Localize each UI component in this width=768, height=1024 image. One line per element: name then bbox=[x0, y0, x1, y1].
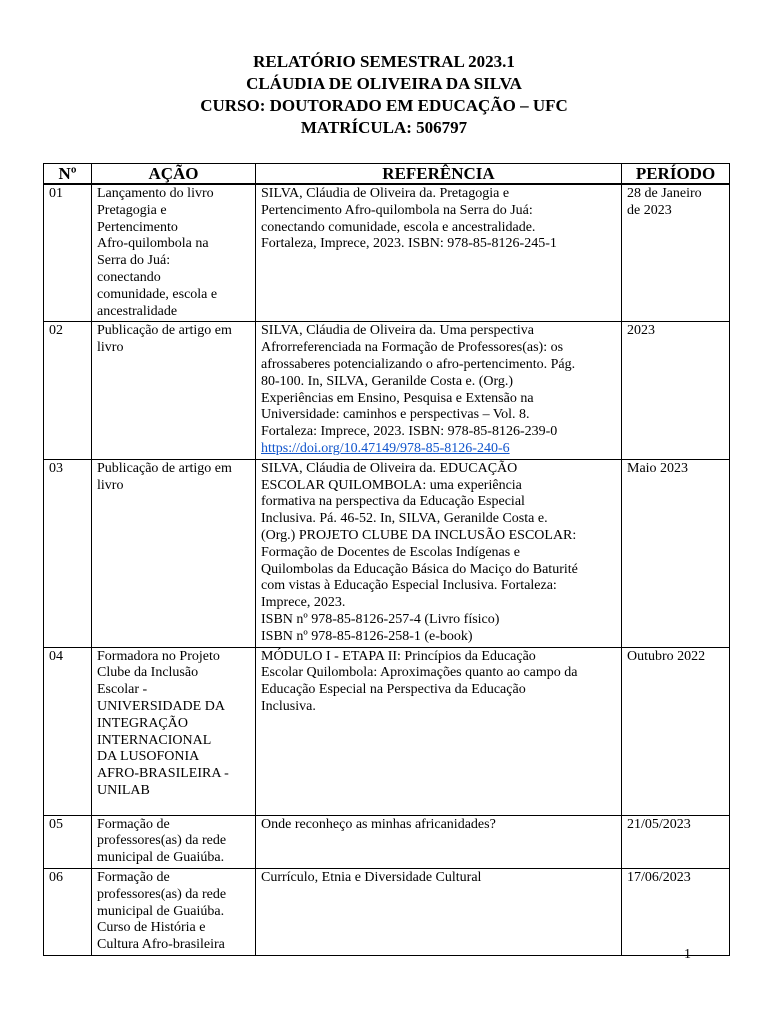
period-line: Outubro 2022 bbox=[627, 648, 706, 664]
reference-line: Fortaleza: Imprece, 2023. ISBN: 978-85-8126-239-0 bbox=[261, 424, 558, 440]
reference-line: Pertencimento Afro-quilombola na Serra do Juá: bbox=[261, 202, 533, 218]
table-row bbox=[44, 322, 730, 459]
reference-line: Inclusiva. Pá. 46-52. In, SILVA, Geranilde Costa e. bbox=[261, 511, 548, 527]
row-number-cell: 03 bbox=[44, 459, 92, 647]
reference-cell bbox=[256, 815, 622, 868]
action-line: Serra do Juá: bbox=[97, 253, 171, 269]
document-header bbox=[0, 51, 768, 139]
reference-line: SILVA, Cláudia de Oliveira da. Uma perspectiva bbox=[261, 323, 534, 339]
period-cell bbox=[622, 459, 730, 647]
column-header-number: Nº bbox=[44, 164, 92, 185]
reference-line: SILVA, Cláudia de Oliveira da. EDUCAÇÃO bbox=[261, 460, 518, 476]
period-cell bbox=[622, 322, 730, 459]
reference-cell bbox=[256, 868, 622, 955]
table-body bbox=[44, 184, 730, 955]
action-line: comunidade, escola e bbox=[97, 286, 218, 302]
period-cell bbox=[622, 815, 730, 868]
reference-line: ISBN nº 978-85-8126-258-1 (e-book) bbox=[261, 628, 473, 644]
row-number-cell: 02 bbox=[44, 322, 92, 459]
action-cell bbox=[92, 322, 256, 459]
reference-line: com vistas à Educação Especial Inclusiva. Fortaleza: bbox=[261, 578, 557, 594]
period-line: de 2023 bbox=[627, 202, 672, 218]
action-line: municipal de Guaiúba. bbox=[97, 850, 225, 866]
report-title: RELATÓRIO SEMESTRAL 2023.1 bbox=[253, 52, 515, 71]
action-line: conectando bbox=[97, 269, 161, 285]
action-line: Formadora no Projeto bbox=[97, 648, 220, 664]
reference-cell bbox=[256, 322, 622, 459]
period-line: Maio 2023 bbox=[627, 460, 689, 476]
student-name: CLÁUDIA DE OLIVEIRA DA SILVA bbox=[246, 74, 522, 93]
action-line: INTERNACIONAL bbox=[97, 732, 212, 748]
action-line: livro bbox=[97, 477, 124, 493]
row-number-cell: 06 bbox=[44, 868, 92, 955]
reference-line: Experiências em Ensino, Pesquisa e Extensão na bbox=[261, 390, 534, 406]
period-line: 17/06/2023 bbox=[627, 869, 691, 885]
action-line: Formação de bbox=[97, 869, 170, 885]
table-row bbox=[44, 459, 730, 647]
action-line: AFRO-BRASILEIRA - bbox=[97, 766, 229, 782]
action-line: professores(as) da rede bbox=[97, 833, 227, 849]
reference-line: conectando comunidade, escola e ancestralidade. bbox=[261, 219, 536, 235]
action-line: UNIVERSIDADE DA bbox=[97, 698, 225, 714]
action-line: Formação de bbox=[97, 816, 170, 832]
action-line: UNILAB bbox=[97, 782, 150, 798]
reference-line: ESCOLAR QUILOMBOLA: uma experiência bbox=[261, 477, 522, 493]
column-header-action: AÇÃO bbox=[92, 164, 256, 185]
action-cell bbox=[92, 184, 256, 322]
action-line: Cultura Afro-brasileira bbox=[97, 937, 225, 953]
action-line: Publicação de artigo em bbox=[97, 460, 232, 476]
reference-line: Fortaleza, Imprece, 2023. ISBN: 978-85-8126-245-1 bbox=[261, 236, 557, 252]
period-cell bbox=[622, 868, 730, 955]
reference-line: formativa na perspectiva da Educação Especial bbox=[261, 494, 525, 510]
reference-line: Quilombolas da Educação Básica do Maciço do Baturité bbox=[261, 561, 578, 577]
action-line: municipal de Guaiúba. bbox=[97, 903, 225, 919]
row-number-cell: 04 bbox=[44, 647, 92, 815]
reference-line: Formação de Docentes de Escolas Indígenas e bbox=[261, 544, 520, 560]
action-line: Pretagogia e bbox=[97, 202, 167, 218]
reference-cell bbox=[256, 184, 622, 322]
column-header-reference: REFERÊNCIA bbox=[256, 164, 622, 185]
reference-line: afrossaberes potencializando o afro-pertencimento. Pág. bbox=[261, 356, 576, 372]
reference-line: 80-100. In, SILVA, Geranilde Costa e. (Org.) bbox=[261, 373, 514, 389]
table-header-row bbox=[44, 164, 730, 185]
period-line: 21/05/2023 bbox=[627, 816, 691, 832]
page-number: 1 bbox=[684, 947, 691, 962]
row-number-cell: 01 bbox=[44, 184, 92, 322]
reference-line: (Org.) PROJETO CLUBE DA INCLUSÃO ESCOLAR: bbox=[261, 527, 577, 543]
reference-line: Escolar Quilombola: Aproximações quanto ao campo da bbox=[261, 665, 578, 681]
row-number-cell: 05 bbox=[44, 815, 92, 868]
action-line: Afro-quilombola na bbox=[97, 236, 209, 252]
reference-line: Inclusiva. bbox=[261, 698, 316, 714]
period-cell bbox=[622, 647, 730, 815]
action-line: INTEGRAÇÃO bbox=[97, 715, 188, 731]
column-header-period: PERÍODO bbox=[622, 164, 730, 185]
reference-line: Afrorreferenciada na Formação de Professores(as): os bbox=[261, 340, 564, 356]
period-line: 28 de Janeiro bbox=[627, 186, 702, 201]
period-cell bbox=[622, 184, 730, 322]
action-line: Pertencimento bbox=[97, 219, 178, 235]
reference-line: Currículo, Etnia e Diversidade Cultural bbox=[261, 869, 482, 885]
table-row bbox=[44, 184, 730, 322]
course-line: CURSO: DOUTORADO EM EDUCAÇÃO – UFC bbox=[200, 96, 568, 115]
action-line: Publicação de artigo em bbox=[97, 323, 232, 339]
reference-line: ISBN nº 978-85-8126-257-4 (Livro físico) bbox=[261, 611, 500, 627]
activities-table bbox=[43, 163, 730, 956]
reference-line: Educação Especial na Perspectiva da Educação bbox=[261, 682, 526, 698]
registration-line: MATRÍCULA: 506797 bbox=[300, 118, 468, 137]
reference-cell bbox=[256, 647, 622, 815]
action-line: DA LUSOFONIA bbox=[97, 749, 200, 765]
reference-cell bbox=[256, 459, 622, 647]
period-line: 2023 bbox=[627, 323, 655, 339]
action-cell bbox=[92, 815, 256, 868]
table-row bbox=[44, 815, 730, 868]
action-cell bbox=[92, 647, 256, 815]
reference-line: MÓDULO I - ETAPA II: Princípios da Educação bbox=[261, 648, 536, 664]
action-line: professores(as) da rede bbox=[97, 886, 227, 902]
table-row bbox=[44, 647, 730, 815]
action-line: Clube da Inclusão bbox=[97, 665, 199, 681]
action-cell bbox=[92, 868, 256, 955]
action-cell bbox=[92, 459, 256, 647]
table-row bbox=[44, 868, 730, 955]
action-line: Curso de História e bbox=[97, 920, 206, 936]
reference-line: SILVA, Cláudia de Oliveira da. Pretagogia e bbox=[261, 186, 510, 201]
reference-line: Universidade: caminhos e perspectivas – Vol. 8. bbox=[261, 407, 530, 423]
reference-line: Onde reconheço as minhas africanidades? bbox=[261, 816, 496, 832]
doi-link[interactable]: https://doi.org/10.47149/978-85-8126-240-6 bbox=[261, 440, 510, 456]
action-line: Escolar - bbox=[97, 682, 148, 698]
reference-line: Imprece, 2023. bbox=[261, 595, 346, 611]
action-line: livro bbox=[97, 340, 124, 356]
action-line: Lançamento do livro bbox=[97, 186, 214, 201]
action-line: ancestralidade bbox=[97, 303, 178, 319]
